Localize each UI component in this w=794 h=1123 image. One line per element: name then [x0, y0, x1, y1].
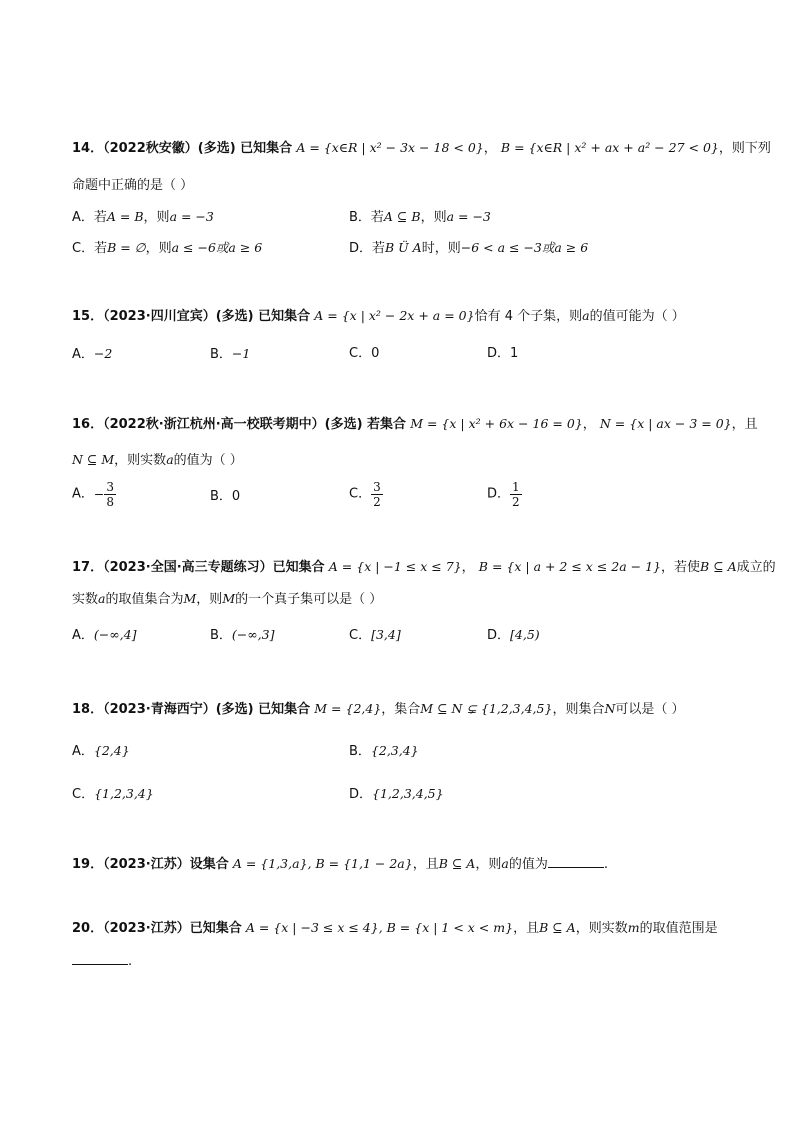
option-b: B．{2,3,4} — [349, 743, 419, 759]
option-c: C．0 — [349, 346, 380, 361]
option-c: C．{1,2,3,4} — [72, 786, 154, 802]
option-c: C．[3,4] — [349, 627, 401, 643]
question-text: 16．（2022秋·浙江杭州·高一校联考期中）(多选) 若集合 — [72, 417, 407, 432]
question-19-stem: 19．（2023·江苏）设集合 A = {1,3,a}, B = {1,1 − 2a}，且B ⊆ A，则a的值为 . — [72, 853, 608, 875]
question-14-stem — [72, 138, 771, 159]
option-a: A．(−∞,4] — [72, 627, 137, 643]
option-c: C． $\frac{3}{2}$ — [349, 480, 381, 509]
question-20-stem: 20．（2023·江苏）已知集合 A = {x | −3 ≤ x ≤ 4}, B = {x | 1 < x < m}，且B ⊆ A，则实数m的取值范围是 — [72, 920, 718, 936]
option-d: D．1 — [487, 346, 519, 361]
option-d: D．{1,2,3,4,5} — [349, 786, 444, 802]
question-17-stem: 17．（2023·全国·高三专题练习）已知集合 A = {x | −1 ≤ x ≤ 7}， B = {x | a + 2 ≤ x ≤ 2a − 1}，若使B ⊆ A成立的 — [72, 559, 776, 575]
option-d: D．[4,5) — [487, 627, 540, 643]
question-text: 18．（2023·青海西宁）(多选) 已知集合 — [72, 702, 311, 717]
question-text: 14．（2022秋安徽）(多选) 已知集合 — [72, 141, 293, 156]
option-b: B．−1 — [210, 346, 251, 362]
fraction: $\frac{3}{2}$ — [373, 480, 381, 509]
option-a: A．若A = B，则a = −3 — [72, 209, 214, 225]
fraction: $\frac{3}{8}$ — [106, 480, 115, 509]
answer-blank[interactable] — [548, 853, 604, 868]
answer-blank[interactable] — [72, 950, 128, 965]
option-b: B．(−∞,3] — [210, 627, 275, 643]
question-15-stem: 15．（2023·四川宜宾）(多选) 已知集合 A = {x | x² − 2x + a = 0}恰有 4 个子集，则a的值可能为（ ） — [72, 308, 685, 324]
question-text: 15．（2023·四川宜宾）(多选) 已知集合 — [72, 309, 311, 324]
question-18-stem: 18．（2023·青海西宁）(多选) 已知集合 M = {2,4}，集合M ⊆ N ⊊ {1,2,3,4,5}，则集合N可以是（ ） — [72, 701, 685, 717]
option-c: C．若B = ∅，则a ≤ −6或a ≥ 6 — [72, 240, 263, 256]
question-text: 命题中正确的是（ ） — [72, 178, 194, 193]
question-16-stem-2: N ⊆ M，则实数a的值为（ ） — [72, 452, 243, 468]
question-text: 17．（2023·全国·高三专题练习）已知集合 — [72, 560, 325, 575]
question-16-stem: 16．（2022秋·浙江杭州·高一校联考期中）(多选) 若集合 M = {x | x² + 6x − 16 = 0}， N = {x | ax − 3 = 0}，且 — [72, 416, 758, 432]
question-text-tail: ，则下列 — [718, 141, 771, 156]
math-set-b: B = {x∈R | x² + ax + a² − 27 < 0} — [500, 140, 719, 155]
question-14-stem-2 — [72, 176, 193, 196]
question-20-stem-2: . — [72, 950, 132, 972]
option-a: A．{2,4} — [72, 743, 130, 759]
option-a: A．− $\frac{3}{8}$ — [72, 480, 115, 509]
option-b: B．0 — [210, 489, 241, 504]
math-set-m: M = {x | x² + 6x − 16 = 0} — [410, 416, 583, 431]
question-17-stem-2: 实数a的取值集合为M，则M的一个真子集可以是（ ） — [72, 591, 383, 607]
question-text: 20．（2023·江苏）已知集合 — [72, 921, 242, 936]
separator: ， — [483, 141, 497, 156]
math-set-a: A = {x | x² − 2x + a = 0} — [314, 308, 475, 323]
fraction: $\frac{1}{2}$ — [512, 480, 520, 509]
question-text: 19．（2023·江苏）设集合 — [72, 857, 229, 872]
math-set-a: A = {x∈R | x² − 3x − 18 < 0} — [296, 140, 484, 155]
option-b: B．若A ⊆ B，则a = −3 — [349, 209, 491, 225]
option-d: D． $\frac{1}{2}$ — [487, 480, 520, 509]
option-a: A．−2 — [72, 346, 113, 362]
math-set-n: N = {x | ax − 3 = 0} — [599, 416, 732, 431]
option-d: D．若B Ü A时，则−6 < a ≤ −3或a ≥ 6 — [349, 240, 589, 256]
